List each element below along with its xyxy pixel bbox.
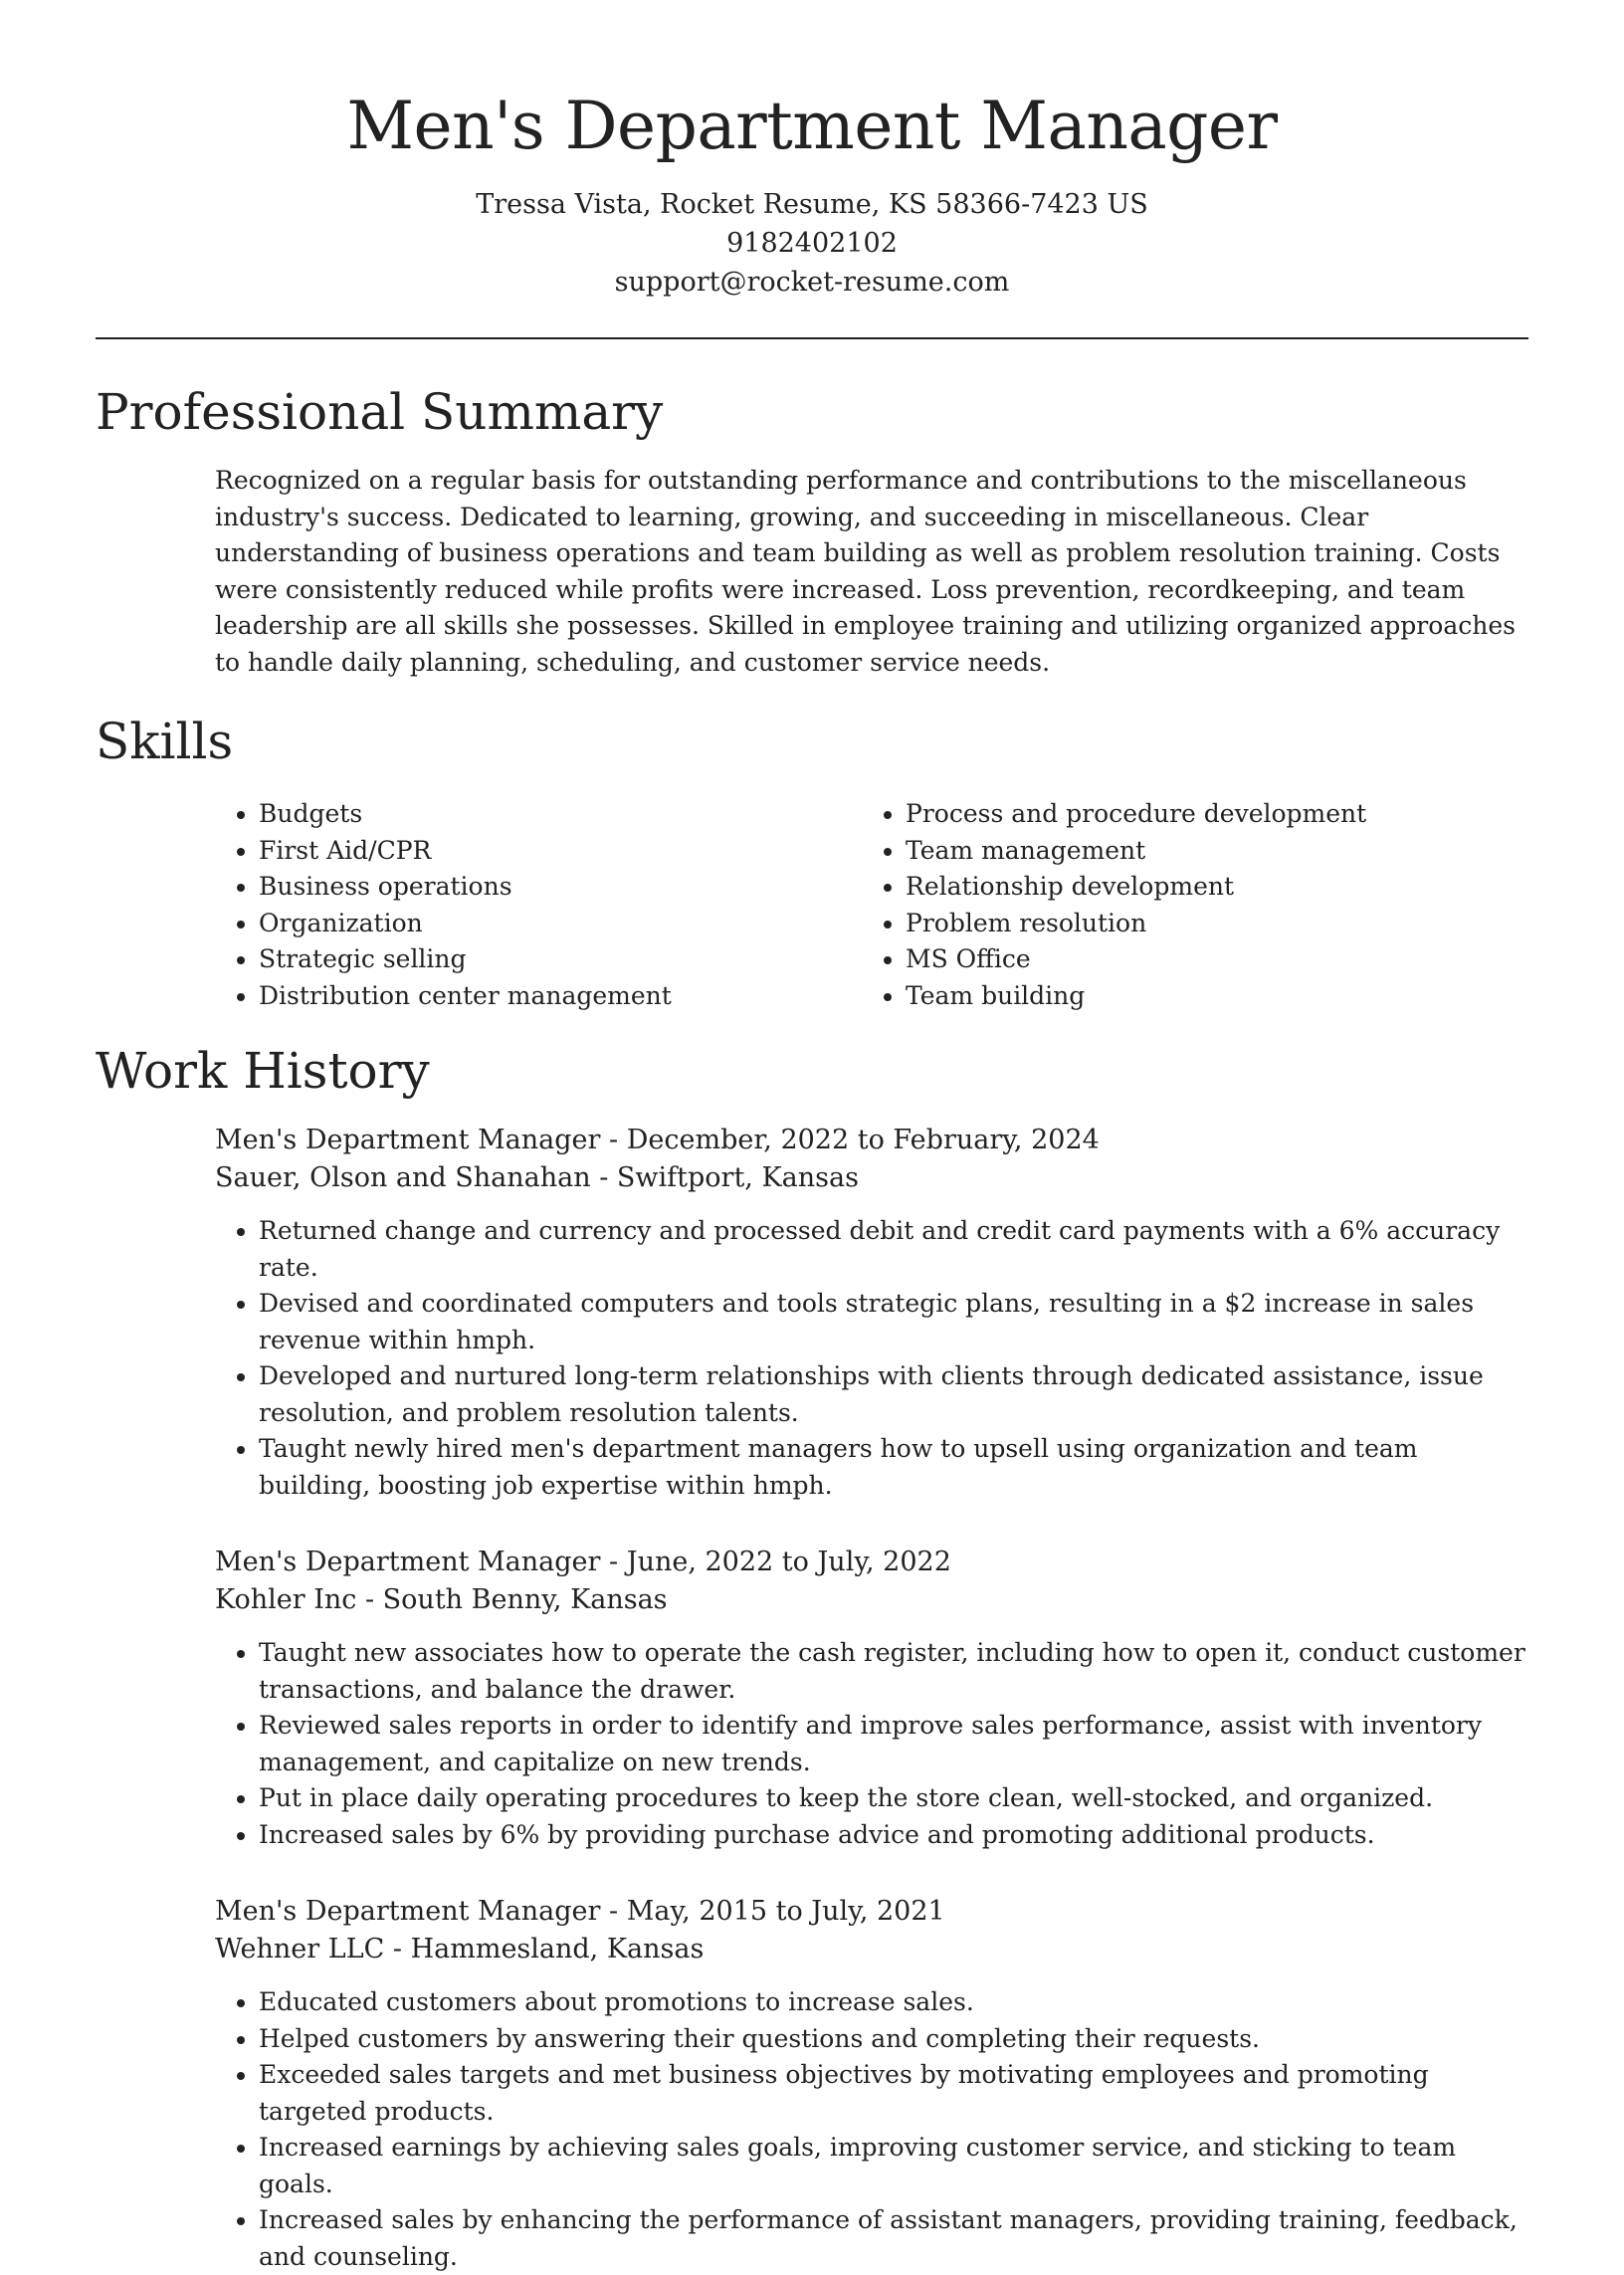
- job-location: Swiftport, Kansas: [616, 1162, 859, 1193]
- job-bullet: • Devised and coordinated computers and tools strategic plans, resulting in a $2 increase in sales revenue within hmph.: [259, 1286, 1528, 1358]
- skill-item: • Team management: [906, 833, 1509, 870]
- job-bullet: • Exceeded sales targets and met business objectives by motivating employees and promoting targeted products.: [259, 2057, 1528, 2130]
- job-dates: June, 2022 to July, 2022: [626, 1547, 951, 1577]
- job-company-line: Wehner LLC - Hammesland, Kansas: [215, 1934, 705, 1965]
- job-location: South Benny, Kansas: [382, 1584, 668, 1615]
- job-company: Kohler Inc: [215, 1584, 357, 1615]
- skill-item: • Organization: [259, 906, 862, 942]
- skill-item: • Problem resolution: [906, 906, 1509, 942]
- job-company-line: Sauer, Olson and Shanahan - Swiftport, Kansas: [215, 1162, 859, 1193]
- job-bullet: • Developed and nurtured long-term relationships with clients through dedicated assistance, issue resolution, and problem resolution talents.: [259, 1358, 1528, 1431]
- job-role: Men's Department Manager: [215, 1896, 601, 1927]
- skills-column-right: [862, 796, 1509, 1014]
- skill-item: • Distribution center management: [259, 978, 862, 1015]
- job-bullets: [215, 1984, 1528, 2275]
- skill-item: • Strategic selling: [259, 941, 862, 978]
- contact-email: support@rocket-resume.com: [614, 267, 1010, 298]
- job-role: Men's Department Manager: [215, 1547, 601, 1577]
- skills-column-left: [215, 796, 862, 1014]
- contact-phone: 9182402102: [726, 228, 898, 259]
- job-role-line: Men's Department Manager - June, 2022 to July, 2022: [215, 1547, 951, 1577]
- job-bullet: • Helped customers by answering their questions and completing their requests.: [259, 2021, 1528, 2058]
- job-bullet: • Taught new associates how to operate the cash register, including how to open it, conduct customer transactions, and balance the drawer.: [259, 1635, 1528, 1708]
- job-company: Sauer, Olson and Shanahan: [215, 1162, 591, 1193]
- summary-text: Recognized on a regular basis for outstanding performance and contributions to the miscellaneous industry's success. Dedicated to learning, growing, and succeeding in miscellaneous. Clear understanding of business operations and team building as well as problem resolution training. Costs were consistently reduced while profits were increased. Loss prevention, recordkeeping, and team leadership are all skills she possesses. Skilled in employee training and utilizing organized approaches to handle daily planning, scheduling, and customer service needs.: [215, 466, 1516, 677]
- job-role: Men's Department Manager: [215, 1125, 601, 1155]
- summary-heading: Professional Summary: [96, 383, 664, 441]
- skills-heading: Skills: [96, 713, 234, 770]
- skill-item: • Budgets: [259, 796, 862, 833]
- job-dates: May, 2015 to July, 2021: [626, 1896, 945, 1927]
- job-bullets: [215, 1635, 1528, 1853]
- work-history-heading: Work History: [96, 1042, 430, 1100]
- skill-item: • Relationship development: [906, 869, 1509, 906]
- job-company-line: Kohler Inc - South Benny, Kansas: [215, 1584, 668, 1615]
- skill-item: • Business operations: [259, 869, 862, 906]
- header-divider: [96, 337, 1528, 339]
- skill-item: • Team building: [906, 978, 1509, 1015]
- job-entry: [215, 1544, 1528, 1853]
- skill-item: • Process and procedure development: [906, 796, 1509, 833]
- job-bullet: • Returned change and currency and processed debit and credit card payments with a 6% accuracy rate.: [259, 1213, 1528, 1286]
- job-role-line: Men's Department Manager - May, 2015 to July, 2021: [215, 1896, 945, 1927]
- skills-list: [215, 796, 1528, 1014]
- job-bullet: • Increased sales by enhancing the performance of assistant managers, providing training, feedback, and counseling.: [259, 2202, 1528, 2275]
- job-role-line: Men's Department Manager - December, 2022 to February, 2024: [215, 1125, 1100, 1155]
- job-location: Hammesland, Kansas: [410, 1934, 705, 1965]
- skill-item: • MS Office: [906, 941, 1509, 978]
- job-bullet: • Reviewed sales reports in order to identify and improve sales performance, assist with inventory management, and capitalize on new trends.: [259, 1708, 1528, 1780]
- job-bullet: • Taught newly hired men's department managers how to upsell using organization and team building, boosting job expertise within hmph.: [259, 1431, 1528, 1504]
- contact-block: [96, 185, 1528, 302]
- job-entry: [215, 1122, 1528, 1504]
- resume-header: [96, 0, 1528, 302]
- job-company: Wehner LLC: [215, 1934, 385, 1965]
- job-bullet: • Put in place daily operating procedures to keep the store clean, well-stocked, and organized.: [259, 1780, 1528, 1817]
- job-bullet: • Increased earnings by achieving sales goals, improving customer service, and sticking to team goals.: [259, 2130, 1528, 2202]
- job-bullet: • Increased sales by 6% by providing purchase advice and promoting additional products.: [259, 1817, 1528, 1854]
- contact-address: Tressa Vista, Rocket Resume, KS 58366-7423 US: [476, 189, 1148, 220]
- job-bullet: • Educated customers about promotions to increase sales.: [259, 1984, 1528, 2021]
- resume-name: Men's Department Manager: [346, 88, 1278, 164]
- job-bullets: [215, 1213, 1528, 1504]
- skill-item: • First Aid/CPR: [259, 833, 862, 870]
- job-dates: December, 2022 to February, 2024: [626, 1125, 1100, 1155]
- job-entry: [215, 1893, 1528, 2275]
